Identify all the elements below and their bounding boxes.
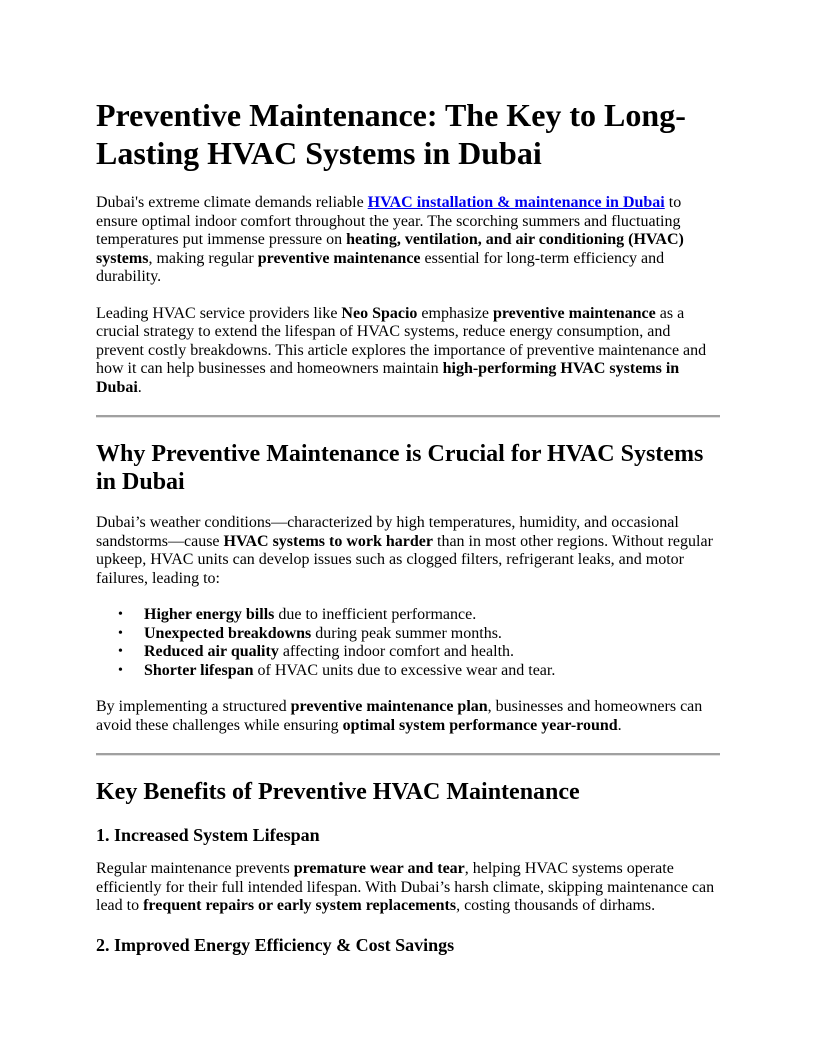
section-divider xyxy=(96,415,720,418)
intro-paragraph-2: Leading HVAC service providers like Neo Spacio emphasize preventive maintenance as a crucial strategy to extend the lifespan of HVAC systems, reduce energy consumption, and prevent costly breakdowns. This article explores the importance of preventive maintenance and how it can help businesses and homeowners maintain high-performing HVAC systems in Dubai. xyxy=(96,304,707,396)
list-item: • Unexpected breakdowns during peak summer months. xyxy=(118,624,502,642)
consequences-list xyxy=(96,606,720,680)
bullet-icon: • xyxy=(118,625,123,641)
section-heading-benefits: Key Benefits of Preventive HVAC Maintenance xyxy=(96,779,580,805)
list-item: • Higher energy bills due to inefficient performance. xyxy=(118,606,477,623)
bullet-icon: • xyxy=(118,607,123,622)
section1-paragraph-1: Dubai’s weather conditions—characterized by high temperatures, humidity, and occasional sandstorms—cause HVAC systems to work harder than in most other regions. Without regular upkeep, HVAC units can develop issues such as clogged filters, refrigerant leaks, and motor failures, leading to: xyxy=(96,514,713,587)
bullet-icon: • xyxy=(118,662,123,678)
page-title: Preventive Maintenance: The Key to Long-Lasting HVAC Systems in Dubai xyxy=(96,97,686,171)
section-divider xyxy=(96,753,720,756)
subheading-lifespan: 1. Increased System Lifespan xyxy=(96,825,320,845)
list-item: • Reduced air quality affecting indoor comfort and health. xyxy=(118,643,515,660)
list-item: • Shorter lifespan of HVAC units due to excessive wear and tear. xyxy=(118,661,556,679)
section-heading-why: Why Preventive Maintenance is Crucial for HVAC Systems in Dubai xyxy=(96,441,704,495)
hvac-installation-link[interactable]: HVAC installation & maintenance in Dubai xyxy=(367,194,665,211)
bullet-icon: • xyxy=(118,644,123,659)
section1-paragraph-2: By implementing a structured preventive maintenance plan, businesses and homeowners can avoid these challenges while ensuring optimal system performance year-round. xyxy=(96,698,703,734)
intro-paragraph-1: Dubai's extreme climate demands reliable HVAC installation & maintenance in Dubai to ensure optimal indoor comfort throughout the year. The scorching summers and fluctuating temperatures put immense pressure on heating, ventilation, and air conditioning (HVAC) systems, making regular preventive maintenance essential for long-term efficiency and durability. xyxy=(96,194,684,285)
document-page xyxy=(96,96,720,970)
lifespan-paragraph: Regular maintenance prevents premature wear and tear, helping HVAC systems operate efficiently for their full intended lifespan. With Dubai’s harsh climate, skipping maintenance can lead to frequent repairs or early system replacements, costing thousands of dirhams. xyxy=(96,860,715,914)
subheading-energy-efficiency: 2. Improved Energy Efficiency & Cost Savings xyxy=(96,934,455,955)
